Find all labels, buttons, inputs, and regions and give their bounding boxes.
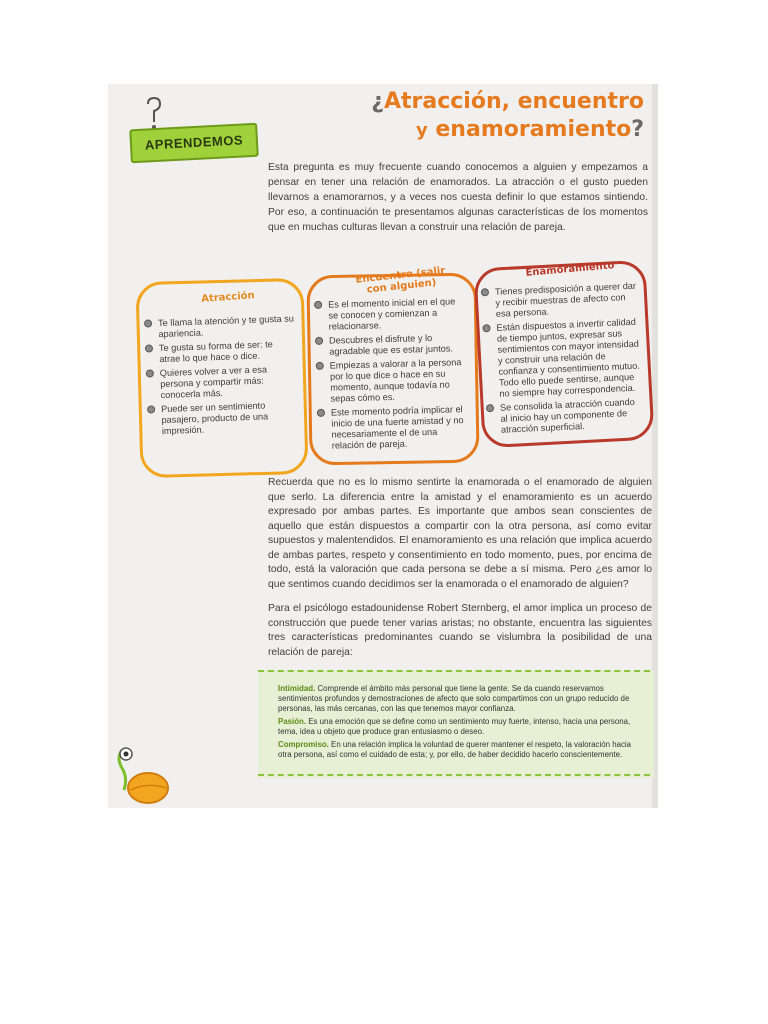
section-tag bbox=[129, 123, 259, 164]
atraccion-title: Atracción bbox=[200, 290, 256, 305]
bullet-icon bbox=[145, 344, 153, 352]
question-hook-icon bbox=[142, 96, 166, 130]
list-item: Empiezas a valorar a la persona por lo que dice o hace en su momento, aunque todavía no sepas cómo es. bbox=[316, 357, 469, 405]
list-item: Descubres el disfrute y lo agradable que es estar juntos. bbox=[315, 332, 468, 358]
list-item: Tienes predisposición a querer dar y recibir muestras de afecto con esa persona. bbox=[481, 281, 638, 321]
page-title: ¿Atracción, encuentro y enamoramiento? bbox=[371, 89, 644, 142]
list-item: Este momento podría implicar el inicio de una fuerte amistad y no necesariamente el de una relación de pareja. bbox=[317, 404, 470, 452]
snail-decoration-icon bbox=[108, 744, 178, 808]
list-item: Se consolida la atracción cuando al inicio hay un componente de atracción superficial. bbox=[486, 397, 643, 437]
section-tag-label: APRENDEMOS bbox=[144, 132, 244, 153]
definitions-list bbox=[278, 684, 640, 763]
encuentro-list bbox=[314, 296, 470, 455]
bullet-icon bbox=[482, 324, 490, 332]
enamoramiento-title: Enamoramiento bbox=[525, 260, 615, 279]
bullet-icon bbox=[317, 409, 325, 417]
intro-paragraph: Esta pregunta es muy frecuente cuando conocemos a alguien y empezamos a pensar en tener una relación de enamorados. La atracción o el gusto pueden llevarnos a enamorarnos, y a veces nos cuesta definir lo que estamos sintiendo. Por eso, a continuación te presentamos algunas características de los momentos que en muchas culturas llevan a construir una relación de pareja. bbox=[268, 162, 648, 233]
bullet-icon bbox=[147, 405, 155, 413]
list-item: Quieres volver a ver a esa persona y compartir más: conocerla más. bbox=[146, 363, 297, 401]
bullet-icon bbox=[146, 369, 154, 377]
bullet-icon bbox=[486, 404, 494, 412]
list-item: Puede ser un sentimiento pasajero, producto de una impresión. bbox=[147, 399, 298, 437]
bullet-icon bbox=[315, 337, 323, 345]
bullet-icon bbox=[481, 288, 489, 296]
encuentro-title: Encuentro (salir con alguien) bbox=[355, 265, 446, 296]
bullet-icon bbox=[314, 301, 322, 309]
dashed-divider bbox=[258, 670, 650, 676]
list-item: Te gusta su forma de ser: te atrae lo que hace o dice. bbox=[145, 338, 296, 365]
body-paragraph: Recuerda que no es lo mismo sentirte la enamorada o el enamorado de alguien que serlo. La diferencia entre la amistad y el enamoramiento es un acuerdo expresado por ambas partes. Es importante que ambos sean conscientes de aquello que están dispuestos a compartir con la otra persona, así como evitar supuestos y malentendidos. El enamoramiento es una relación que implica acuerdo de ambas partes, respeto y consentimiento en todo momento, pues, por encima de todo, está la valoración que cada persona se debe a sí misma. Pero ¿es amor lo que sentimos cuando decidimos ser la enamorada o el enamorado de alguien? bbox=[268, 477, 652, 590]
dashed-divider bbox=[258, 774, 650, 780]
bullet-icon bbox=[144, 319, 152, 327]
bullet-icon bbox=[316, 362, 324, 370]
list-item: Te llama la atención y te gusta su apariencia. bbox=[144, 313, 295, 340]
definition-item: Compromiso. En una relación implica la voluntad de querer mantener el respeto, la valoración hacia otra persona, así como el cuidado de esta; y, por ello, de haber decidido hacerlo conscientemente. bbox=[278, 740, 632, 759]
atraccion-list bbox=[144, 313, 298, 440]
book-page bbox=[108, 84, 658, 808]
sternberg-paragraph: Para el psicólogo estadounidense Robert Sternberg, el amor implica un proceso de construcción que puede tener varias aristas; no obstante, encuentra las siguientes tres características predominantes cuando se vislumbra la posibilidad de una relación de pareja: bbox=[268, 603, 652, 658]
definition-item: Intimidad. Comprende el ámbito más personal que tiene la gente. Se da cuando reservamos sentimientos profundos y demostraciones de afecto que solo compartimos con un grupo reducido de personas, las más cercanas, con las que tenemos mayor confianza. bbox=[278, 684, 630, 713]
definition-item: Pasión. Es una emoción que se define como un sentimiento muy fuerte, intenso, hacia una persona, tema, idea u objeto que produce gran entusiasmo o deseo. bbox=[278, 717, 631, 736]
list-item: Están dispuestos a invertir calidad de tiempo juntos, expresar sus sentimientos con mayor intensidad y construir una relación de confianza y consentimiento mutuo. Todo ello puede sentirse, aunque no siempre hay correspondencia. bbox=[482, 317, 641, 401]
enamoramiento-list bbox=[481, 281, 643, 440]
list-item: Es el momento inicial en el que se conocen y comienzan a relacionarse. bbox=[314, 296, 467, 333]
